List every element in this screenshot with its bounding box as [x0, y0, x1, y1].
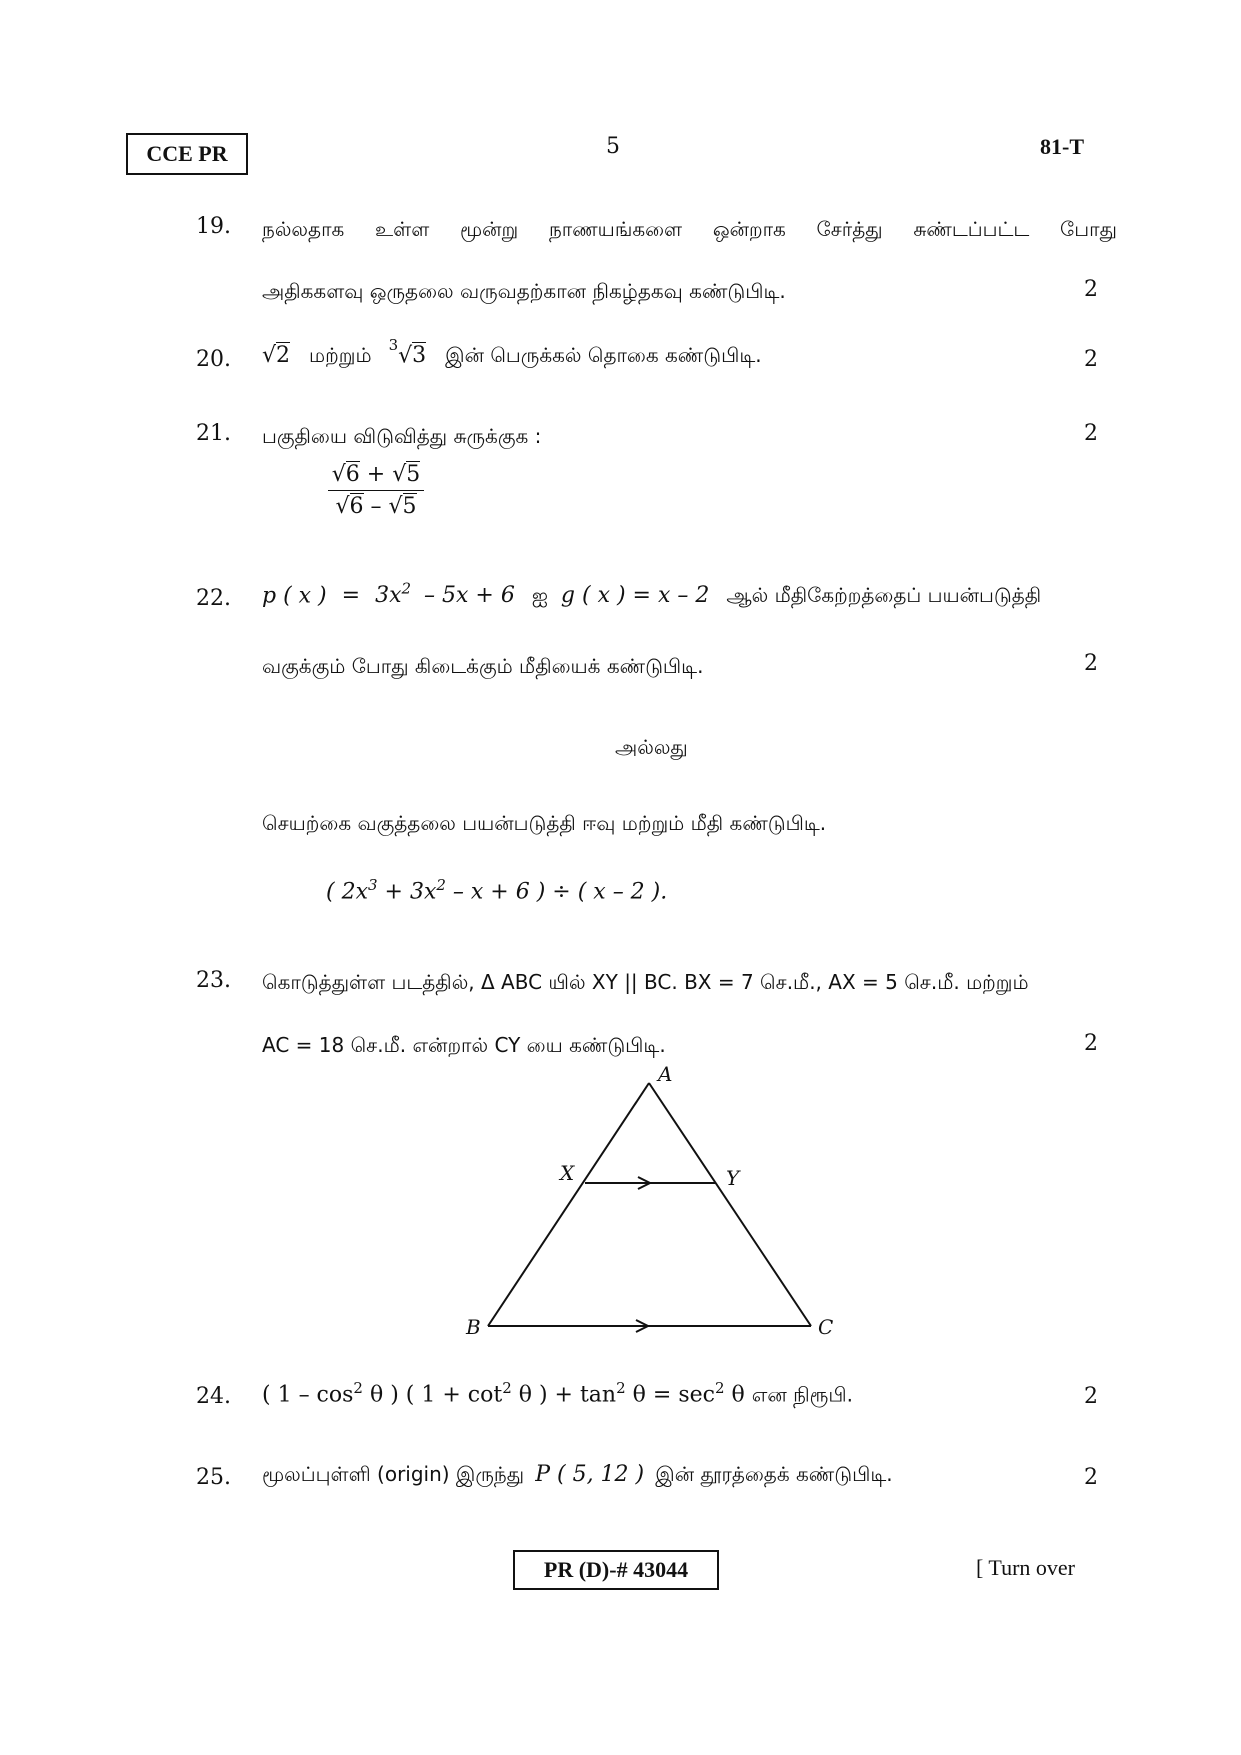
q19-word: நாணயங்களை [548, 217, 683, 241]
q22-alt-text: செயற்கை வகுத்தலை பயன்படுத்தி ஈவு மற்றும் மீதி கண்டுபிடி. [262, 811, 827, 835]
q24-tail: என நிரூபி. [751, 1382, 854, 1407]
side-ac [649, 1083, 811, 1326]
q22-eq: = [341, 583, 361, 609]
q21-marks: 2 [1084, 421, 1098, 446]
fraction-numerator: √6 + √5 [331, 462, 421, 487]
q25-marks: 2 [1084, 1465, 1098, 1490]
q19-word: சேர்த்து [816, 217, 883, 241]
footer-code-box: PR (D)-# 43044 [513, 1550, 719, 1590]
q25-text: மூலப்புள்ளி (origin) இருந்து P ( 5, 12 ) இன் தூரத்தைக் கண்டுபிடி. [262, 1462, 893, 1487]
q20-and: மற்றும் [309, 343, 372, 368]
question-number-24: 24. [196, 1384, 231, 1409]
q24-marks: 2 [1084, 1384, 1098, 1409]
header-code-box: CCE PR [126, 133, 248, 175]
label-y: Y [726, 1166, 740, 1190]
question-number-23: 23. [196, 968, 231, 993]
q19-word: சுண்டப்பட்ட [913, 217, 1030, 241]
q22-line1-rest: ஆல் மீதிகேற்றத்தைப் பயன்படுத்தி [726, 583, 1042, 608]
q19-word: உள்ள [375, 217, 430, 241]
q22-line2: வகுக்கும் போது கிடைக்கும் மீதியைக் கண்டுபிடி. [262, 654, 704, 678]
q20-rest: இன் பெருக்கல் தொகை கண்டுபிடி. [445, 343, 762, 368]
q19-word: மூன்று [459, 217, 519, 241]
label-c: C [818, 1315, 834, 1339]
q22-gx: g ( x ) = x – 2 [560, 583, 710, 609]
question-number-20: 20. [196, 347, 231, 372]
q19-marks: 2 [1084, 277, 1098, 302]
q22-px-rhs-b: – 5x + 6 [424, 583, 515, 609]
q20-marks: 2 [1084, 347, 1098, 372]
q22-alt-expr: ( $2x^3 + 3x^2 - x + 6$ ) ÷ ( x – 2 ). [326, 876, 668, 905]
or-separator: அல்லது [615, 735, 688, 759]
label-a: A [658, 1062, 673, 1086]
question-number-22: 22. [196, 586, 231, 611]
q22-px: p ( x ) [262, 583, 327, 609]
q23-line1: கொடுத்துள்ள படத்தில், Δ ABC யில் XY || BC. BX = 7 செ.மீ., AX = 5 செ.மீ. மற்றும் [262, 970, 1029, 994]
sqrt-2: √2 [262, 343, 291, 369]
paper-code: 81-T [1040, 134, 1084, 159]
q19-line2: அதிககளவு ஒருதலை வருவதற்கான நிகழ்தகவு கண்டுபிடி. [262, 279, 786, 303]
q21-text: பகுதியை விடுவித்து சுருக்குக : [262, 424, 542, 448]
label-x: X [560, 1161, 575, 1185]
q22-ai: ஐ [531, 583, 548, 608]
side-ab [488, 1083, 649, 1326]
cube-root-3: $^3$√3 [388, 336, 427, 369]
q19-word: போது [1060, 217, 1117, 241]
label-b: B [466, 1315, 481, 1339]
page-number: 5 [606, 134, 620, 159]
q23-marks: 2 [1084, 1031, 1098, 1056]
fraction-denominator: √6 – √5 [335, 494, 417, 519]
q22-px-rhs: $3x^2$ [375, 580, 412, 609]
q24-text: ( $1 - \cos^2 \theta$ ) ( $1 + \cot^2 \theta$ ) + $\tan^2 \theta = \sec^2 \theta$ என நிரூபி. [262, 1379, 854, 1408]
q19-word: நல்லதாக [262, 217, 345, 241]
q19-word: ஒன்றாக [712, 217, 786, 241]
q22-marks: 2 [1084, 651, 1098, 676]
question-number-19: 19. [196, 214, 231, 239]
q23-line2: AC = 18 செ.மீ. என்றால் CY யை கண்டுபிடி. [262, 1033, 666, 1057]
question-number-21: 21. [196, 421, 231, 446]
question-number-25: 25. [196, 1465, 231, 1490]
turn-over: [ Turn over [976, 1555, 1076, 1580]
